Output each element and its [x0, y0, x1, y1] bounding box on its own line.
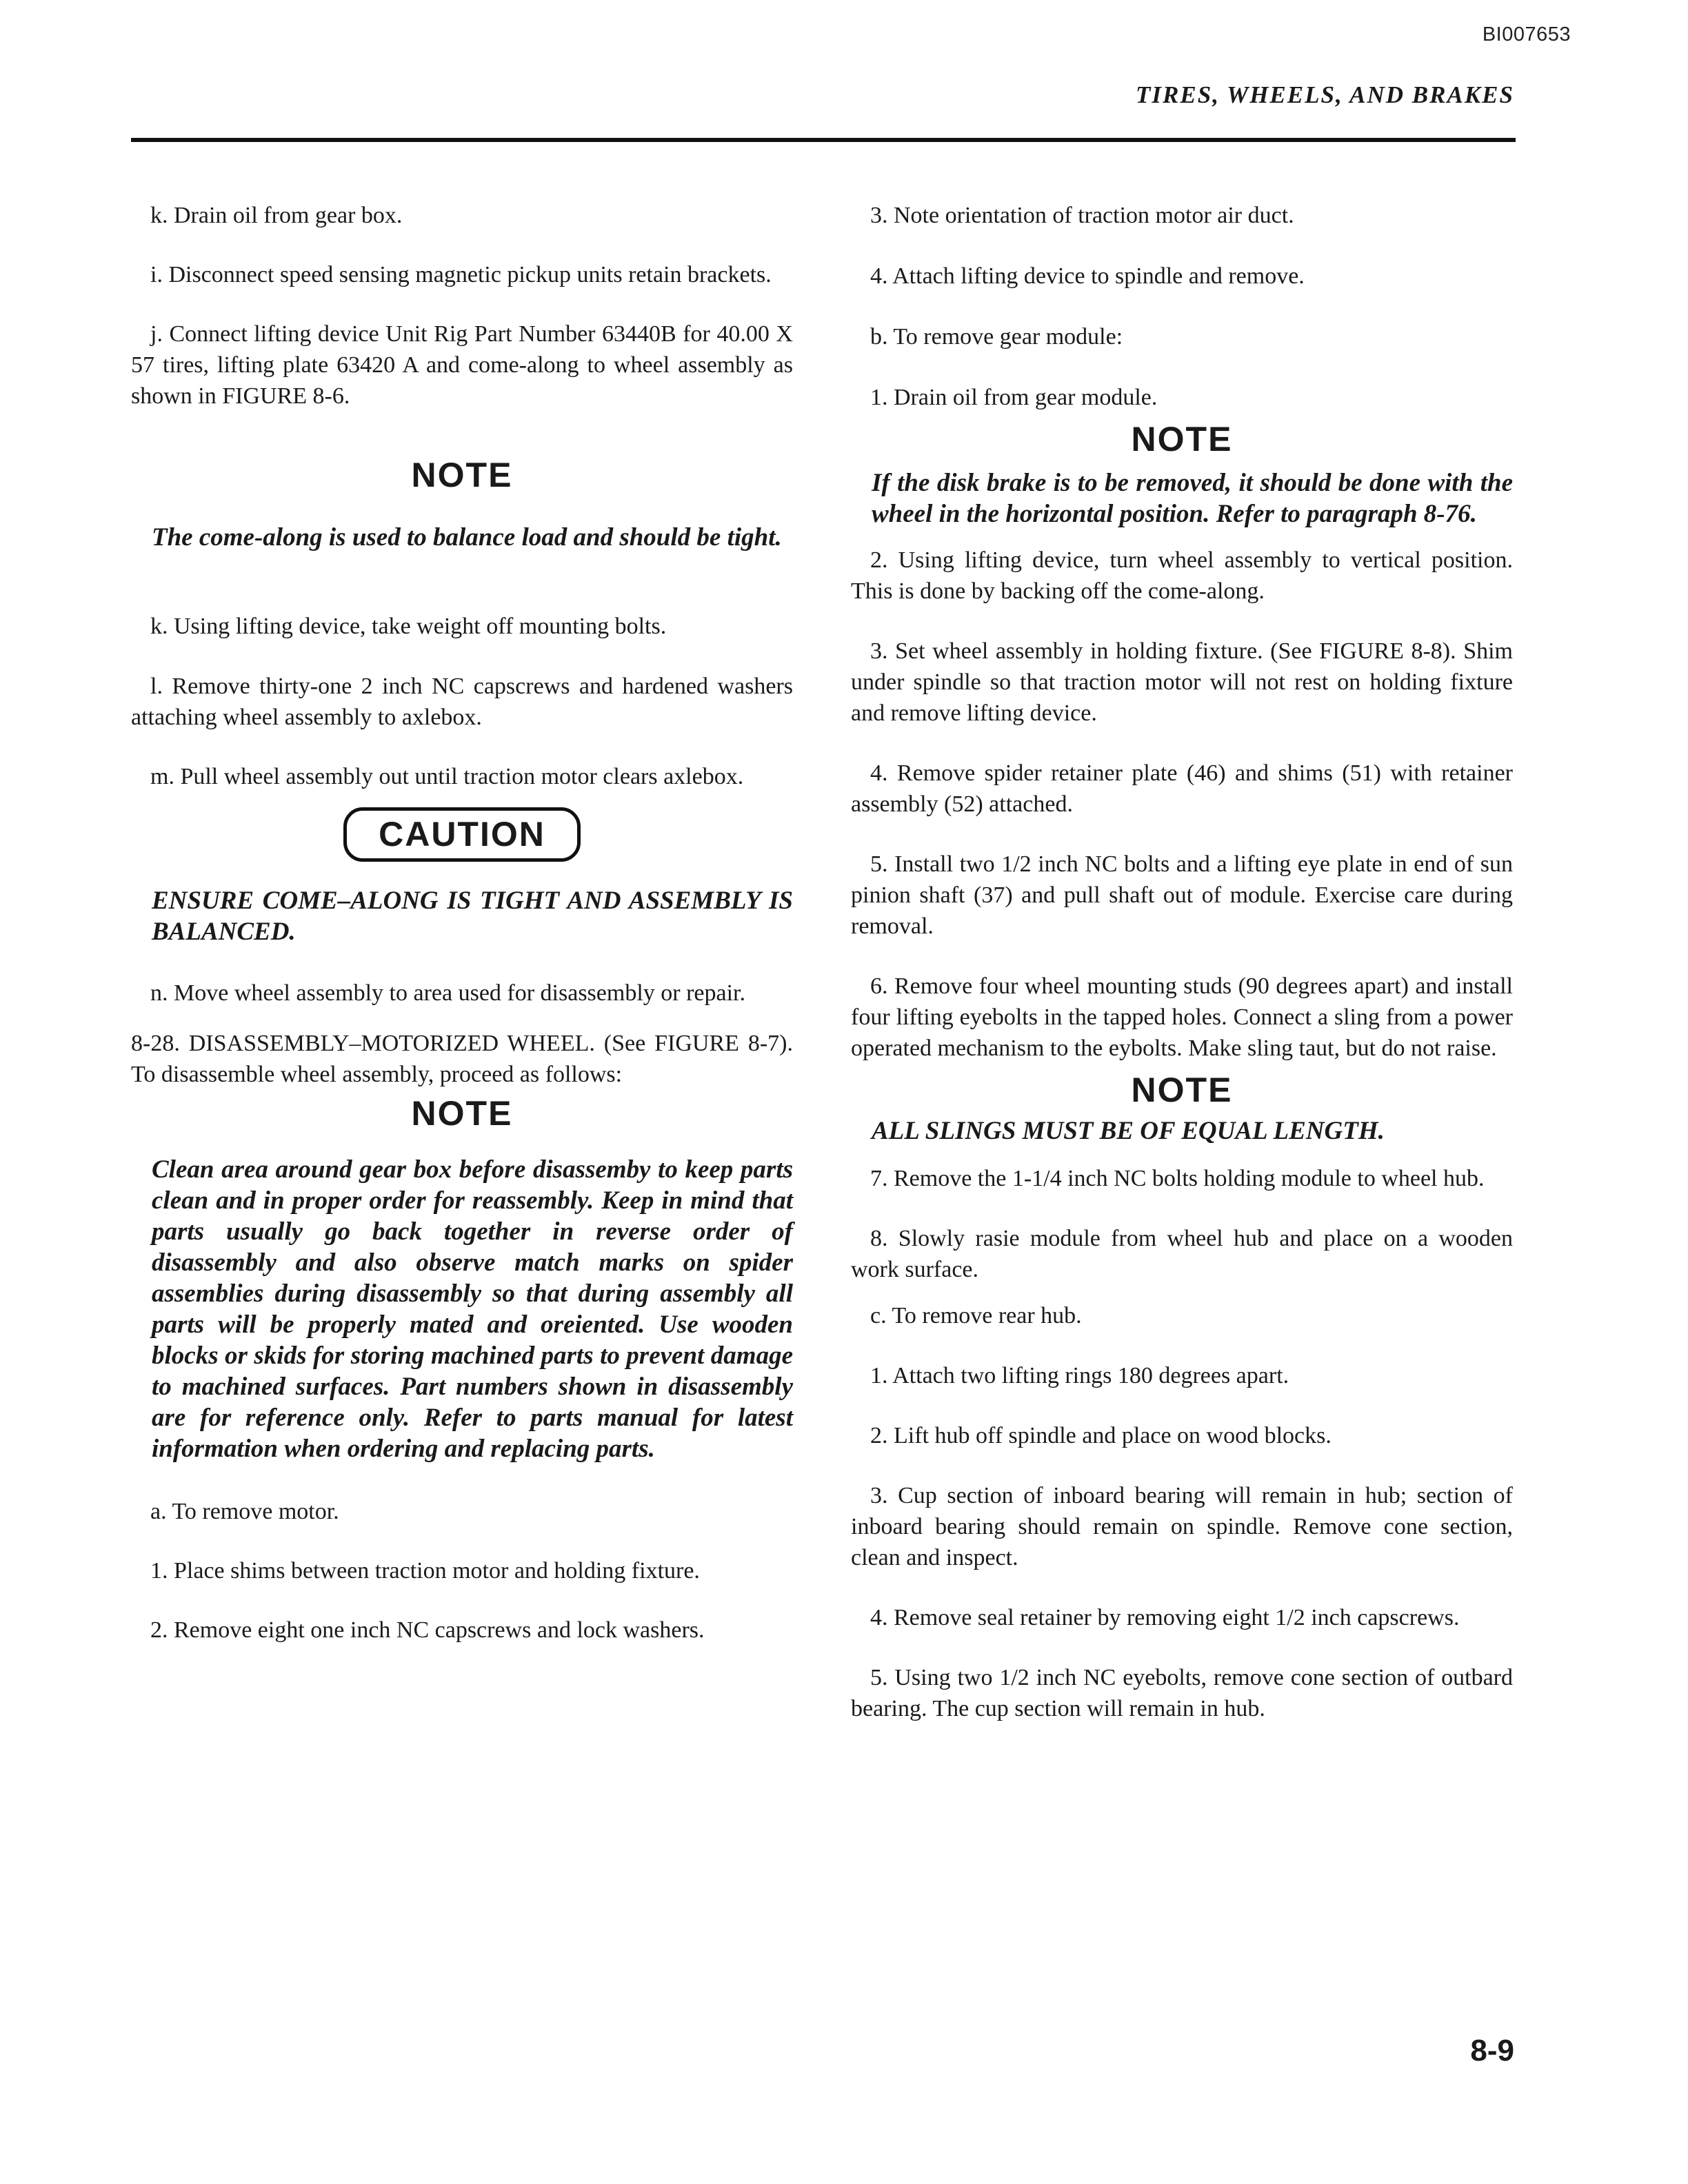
right-column — [851, 200, 1513, 1724]
step-b5-install-bolts: 5. Install two 1/2 inch NC bolts and a lifting eye plate in end of sun pinion shaft (37) and pull shaft out of module. Exercise care during removal. — [851, 851, 1513, 939]
note-heading-disassembly: NOTE — [411, 1094, 513, 1133]
step-a1-place-shims: 1. Place shims between traction motor and holding fixture. — [150, 1558, 700, 1584]
step-a3-note-orientation: 3. Note orientation of traction motor air duct. — [870, 203, 1294, 228]
step-c4-remove-seal-retainer: 4. Remove seal retainer by removing eight 1/2 inch capscrews. — [870, 1605, 1460, 1630]
step-a-remove-motor: a. To remove motor. — [150, 1499, 339, 1524]
step-b3-set-wheel: 3. Set wheel assembly in holding fixture. (See FIGURE 8-8). Shim under spindle so that traction motor will not rest on holding fixture and remove lifting device. — [851, 638, 1513, 726]
step-m-pull-wheel: m. Pull wheel assembly out until traction motor clears axlebox. — [150, 764, 744, 789]
step-b6-remove-studs: 6. Remove four wheel mounting studs (90 degrees apart) and install four lifting eyebolts in the tapped holes. Connect a sling from a power operated mechanism to the eybolts. Make sling taut, but do not raise. — [851, 973, 1513, 1061]
note-text-disk-brake: If the disk brake is to be removed, it should be done with the wheel in the horizontal position. Refer to paragraph 8-76. — [872, 469, 1513, 528]
note-heading-slings: NOTE — [1131, 1071, 1233, 1109]
step-k-drain-oil: k. Drain oil from gear box. — [150, 203, 403, 228]
step-b1-drain-oil: 1. Drain oil from gear module. — [870, 385, 1158, 410]
step-b4-remove-retainer-plate: 4. Remove spider retainer plate (46) and shims (51) with retainer assembly (52) attached. — [851, 760, 1513, 817]
note-heading-disk-brake: NOTE — [1131, 420, 1233, 458]
caution-heading: CAUTION — [343, 807, 581, 862]
step-c-remove-rear-hub: c. To remove rear hub. — [870, 1303, 1082, 1328]
step-c3-cup-section: 3. Cup section of inboard bearing will remain in hub; section of inboard bearing should remain on spindle. Remove cone section, clean and inspect. — [851, 1483, 1513, 1570]
step-i-disconnect-pickup: i. Disconnect speed sensing magnetic pickup units retain brackets. — [150, 262, 772, 287]
note-text-disassembly: Clean area around gear box before disassemby to keep parts clean and in proper order for reassembly. Keep in mind that parts usually go back together in reverse order of disassembly and also observe match marks on spider assemblies during disassembly so that during assembly all parts will be properly mated and oreiented. Use wooden blocks or skids for storing machined parts to prevent damage to machined surfaces. Part numbers shown in disassembly are for reference only. Refer to parts manual for latest information when ordering and replacing parts. — [152, 1155, 793, 1463]
page-number: 8-9 — [1470, 2034, 1514, 2067]
left-column — [131, 200, 793, 1646]
step-k-take-weight: k. Using lifting device, take weight off mounting bolts. — [150, 614, 667, 639]
note-heading: NOTE — [411, 456, 513, 494]
paragraph-8-28: 8-28. DISASSEMBLY–MOTORIZED WHEEL. (See FIGURE 8-7). To disassemble wheel assembly, proceed as follows: — [131, 1031, 793, 1087]
caution-text: ENSURE COME–ALONG IS TIGHT AND ASSEMBLY IS BALANCED. — [152, 887, 793, 946]
step-c1-attach-rings: 1. Attach two lifting rings 180 degrees apart. — [870, 1363, 1289, 1388]
document-id: BI007653 — [1482, 23, 1571, 46]
step-c2-lift-hub: 2. Lift hub off spindle and place on wood blocks. — [870, 1423, 1332, 1448]
header-rule — [131, 138, 1516, 142]
step-b7-remove-bolts: 7. Remove the 1-1/4 inch NC bolts holding module to wheel hub. — [870, 1166, 1485, 1191]
step-b2-turn-wheel: 2. Using lifting device, turn wheel assembly to vertical position. This is done by backing off the come-along. — [851, 547, 1513, 604]
note-text-slings: ALL SLINGS MUST BE OF EQUAL LENGTH. — [872, 1117, 1385, 1145]
step-a4-attach-lifting-device: 4. Attach lifting device to spindle and remove. — [870, 263, 1305, 289]
step-n-move-wheel: n. Move wheel assembly to area used for disassembly or repair. — [150, 980, 745, 1006]
running-head: TIRES, WHEELS, AND BRAKES — [1136, 81, 1514, 108]
step-a2-remove-capscrews: 2. Remove eight one inch NC capscrews and lock washers. — [150, 1617, 705, 1643]
step-b8-raise-module: 8. Slowly rasie module from wheel hub and place on a wooden work surface. — [851, 1226, 1513, 1282]
step-b-remove-gear-module: b. To remove gear module: — [870, 324, 1123, 350]
note-text: The come-along is used to balance load and should be tight. — [152, 523, 782, 552]
step-j-connect-lifting-device: j. Connect lifting device Unit Rig Part Number 63440B for 40.00 X 57 tires, lifting plate 63420 A and come-along to wheel assembly as shown in FIGURE 8-6. — [131, 321, 793, 409]
step-c5-remove-cone-section: 5. Using two 1/2 inch NC eyebolts, remove cone section of outbard bearing. The cup section will remain in hub. — [851, 1665, 1513, 1721]
step-l-remove-capscrews: l. Remove thirty-one 2 inch NC capscrews and hardened washers attaching wheel assembly to axlebox. — [131, 674, 793, 730]
